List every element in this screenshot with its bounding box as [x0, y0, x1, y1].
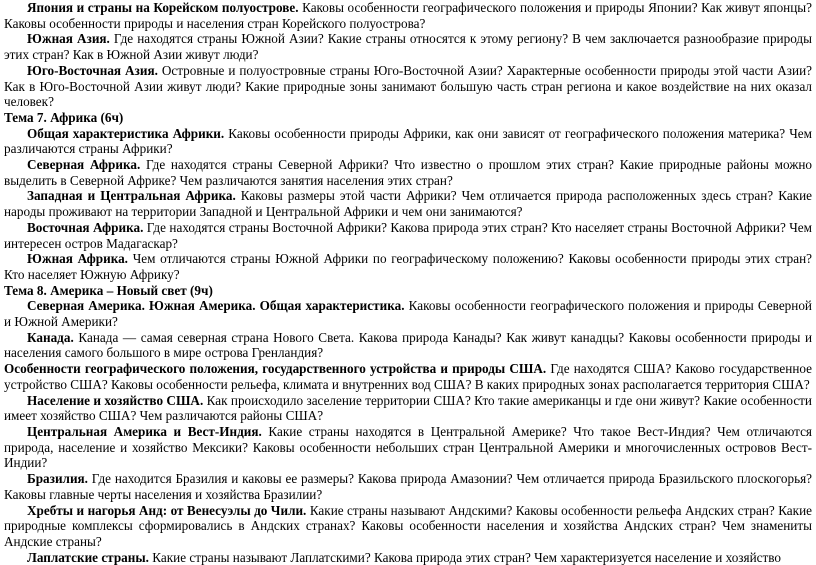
topic-america-title: Тема 8. Америка – Новый свет (9ч) [4, 282, 213, 298]
paragraph-brazil [4, 471, 812, 502]
topic-africa-title: Тема 7. Африка (6ч) [4, 109, 124, 125]
heading-america-general: Северная Америка. Южная Америка. Общая характеристика. [27, 298, 405, 314]
text-north-africa: Где находятся страны Северной Африки? Что известно о прошлом этих стран? Какие природные районы можно выделить в Северной Африке? Чем различаются занятия населения этих стран? [4, 157, 813, 188]
text-japan-korea: Каковы особенности географического положения и природы Японии? Как живут японцы? Каковы особенности природы и населения стран Корейского полуострова? [4, 0, 812, 31]
text-africa-general: Каковы особенности природы Африки, как они зависят от географического положения материка? Чем различаются страны Африки? [4, 125, 812, 157]
heading-west-central-africa: Западная и Центральная Африка. [27, 188, 236, 204]
text-south-africa: Чем отличаются страны Южной Африки по географическому положению? Каковы особенности природы этих стран? Кто населяет Южную Африку? [4, 251, 812, 282]
paragraph-africa-general [4, 126, 812, 157]
text-usa-population: Как происходило заселение территории США? Кто такие американцы и где они живут? Какие особенности имеет хозяйство США? Чем различаются районы США? [4, 392, 812, 424]
paragraph-south-africa [4, 251, 812, 282]
paragraph-canada [4, 330, 812, 361]
paragraph-america-general [4, 298, 812, 329]
text-south-asia: Где находятся страны Южной Азии? Какие страны относятся к этому региону? В чем заключается разнообразие природы этих стран? Как в Южной Азии живут люди? [4, 31, 812, 63]
heading-andes: Хребты и нагорья Анд: от Венесуэлы до Чили. [27, 502, 307, 518]
paragraph-usa-features [4, 361, 812, 392]
paragraph-usa-population [4, 393, 812, 424]
text-east-africa: Где находятся страны Восточной Африки? Какова природа этих стран? Кто населяет страны Восточной Африки? Чем интересен остров Мадагаскар? [4, 219, 812, 251]
paragraph-west-central-africa [4, 188, 812, 219]
heading-canada: Канада. [27, 329, 74, 345]
text-southeast-asia: Островные и полуостровные страны Юго-Восточной Азии? Характерные особенности природы этой части Азии? Как в Юго-Восточной Азии живут люди? Какие природные зоны занимают большую часть стран региона и какое воздействие на них оказал человек? [4, 62, 812, 110]
text-brazil: Где находится Бразилия и каковы ее размеры? Какова природа Амазонии? Чем отличается природа Бразильского плоскогорья? Каковы главные черты населения и хозяйства Бразилии? [4, 471, 812, 502]
heading-central-america: Центральная Америка и Вест-Индия. [27, 423, 262, 439]
paragraph-andes [4, 503, 812, 550]
paragraph-north-africa [4, 157, 812, 188]
paragraph-la-plata [4, 550, 812, 565]
paragraph-central-america [4, 424, 812, 471]
heading-brazil: Бразилия. [27, 471, 88, 487]
text-andes: Какие страны называют Андскими? Каковы особенности рельефа Андских стран? Какие природные комплексы сформировались в Андских странах? Каковы особенности населения и хозяйства Андских стран? Чем знамениты Андские страны? [4, 502, 812, 549]
text-west-central-africa: Каковы размеры этой части Африки? Чем отличается природа расположенных здесь стран? Какие народы проживают на территории Западной и Центральной Африки и чем они занимаются? [4, 188, 812, 220]
paragraph-south-asia [4, 31, 812, 62]
heading-south-africa: Южная Африка. [27, 251, 128, 267]
heading-east-africa: Восточная Африка. [27, 219, 144, 235]
heading-south-asia: Южная Азия. [27, 31, 110, 47]
heading-southeast-asia: Юго-Восточная Азия. [27, 62, 158, 78]
text-central-america: Какие страны находятся в Центральной Америке? Что такое Вест-Индия? Чем отличаются природа, население и хозяйство Мексики? Каковы особенности небольших стран Центральной Америки и многочисленных островов Вест-Индии? [4, 423, 812, 471]
heading-africa-general: Общая характеристика Африки. [27, 125, 225, 141]
text-canada: Канада — самая северная страна Нового Света. Какова природа Канады? Как живут канадцы? Каковы особенности природы и населения самого большого в мире острова Гренландия? [4, 329, 812, 361]
heading-usa-features: Особенности географического положения, государственного устройства и природы США. [4, 361, 547, 377]
topic-heading-america [4, 283, 812, 299]
topic-heading-africa [4, 110, 812, 126]
heading-japan-korea: Япония и страны на Корейском полуострове. [27, 0, 299, 15]
heading-la-plata: Лаплатские страны. [27, 549, 149, 565]
text-america-general: Каковы особенности географического положения и природы Северной и Южной Америки? [4, 298, 812, 330]
paragraph-southeast-asia [4, 63, 812, 110]
heading-north-africa: Северная Африка. [27, 157, 141, 173]
paragraph-east-africa [4, 220, 812, 251]
text-usa-features: Где находятся США? Каково государственное устройство США? Каковы особенности рельефа, климата и внутренних вод США? В каких природных зонах располагается территория США? [4, 361, 813, 392]
text-la-plata: Какие страны называют Лаплатскими? Какова природа этих стран? Чем характеризуется население и хозяйство [148, 549, 781, 565]
heading-usa-population: Население и хозяйство США. [27, 392, 204, 408]
paragraph-japan-korea [4, 0, 812, 31]
